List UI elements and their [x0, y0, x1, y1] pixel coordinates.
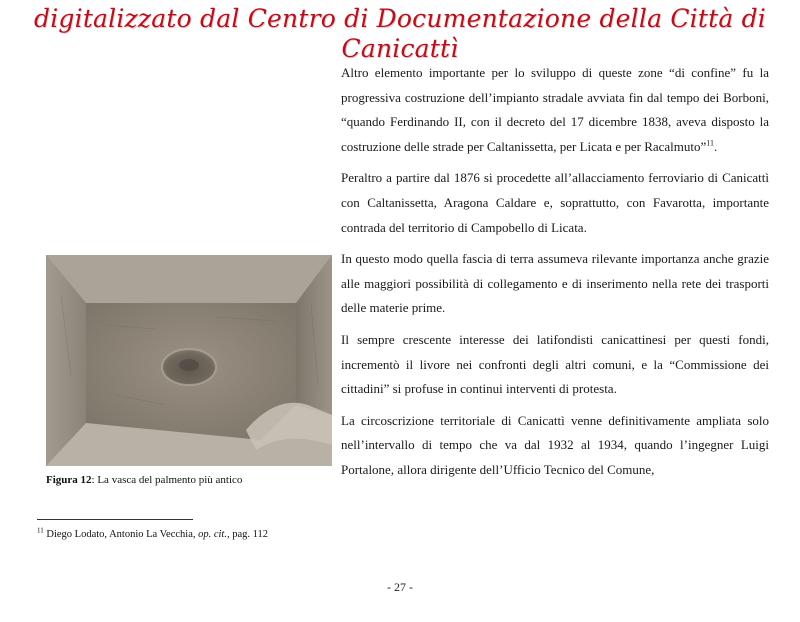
figure-caption	[46, 473, 336, 487]
paragraph-5: La circoscrizione territoriale di Canicattì venne definitivamente ampliata solo nell’intervallo di tempo che va dal 1932 al 1934, quando l’ingegner Luigi Portalone, allora dirigente dell’Ufficio Tecnico del Comune,	[341, 412, 769, 477]
footnote-number: 11	[37, 526, 44, 535]
footnote-text-before: Diego Lodato, Antonio La Vecchia,	[43, 529, 199, 540]
footnote	[37, 528, 437, 541]
paragraph-1-text: Altro elemento importante per lo sviluppo di queste zone “di confine” fu la progressiva costruzione dell’impianto stradale avviata fin dal tempo dei Borboni, “quando Ferdinando II, con il decreto del 17 dicembre 1838, aveva disposto la costruzione delle strade per Caltanissetta, per Licata e per Racalmuto”	[341, 65, 769, 154]
footnote-text-after: pag. 112	[229, 529, 269, 540]
footnote-reference: 11	[706, 138, 714, 148]
figure-photo	[46, 255, 332, 466]
stone-basin-photo-icon	[46, 255, 332, 466]
main-text	[341, 61, 769, 490]
page-number: - 27 -	[387, 580, 413, 594]
figure-caption-text: : La vasca del palmento più antico	[91, 474, 243, 486]
paragraph-2: Peraltro a partire dal 1876 si procedette all’allacciamento ferroviario di Canicattì con Caltanissetta, Aragona Caldare e, soprattutto, con Favarotta, importante contrada del territorio di Campobello di Licata.	[341, 170, 769, 235]
footnote-italic: op. cit.,	[198, 529, 230, 540]
figure-label: Figura 12	[46, 474, 92, 486]
document-header: digitalizzato dal Centro di Documentazione della Città di Canicattì	[34, 4, 766, 63]
paragraph-3: In questo modo quella fascia di terra assumeva rilevante importanza anche grazie alle maggiori possibilità di collegamento e di inserimento nella rete dei trasporti delle materie prime.	[341, 251, 769, 316]
paragraph-1-end: .	[714, 138, 718, 154]
paragraph-4: Il sempre crescente interesse dei latifondisti canicattinesi per questi fondi, incrementò il livore nei confronti degli altri comuni, e la “Commissione dei cittadini” si profuse in continui interventi di protesta.	[341, 331, 769, 397]
footnote-divider	[37, 519, 193, 520]
paragraph-1	[341, 61, 769, 159]
